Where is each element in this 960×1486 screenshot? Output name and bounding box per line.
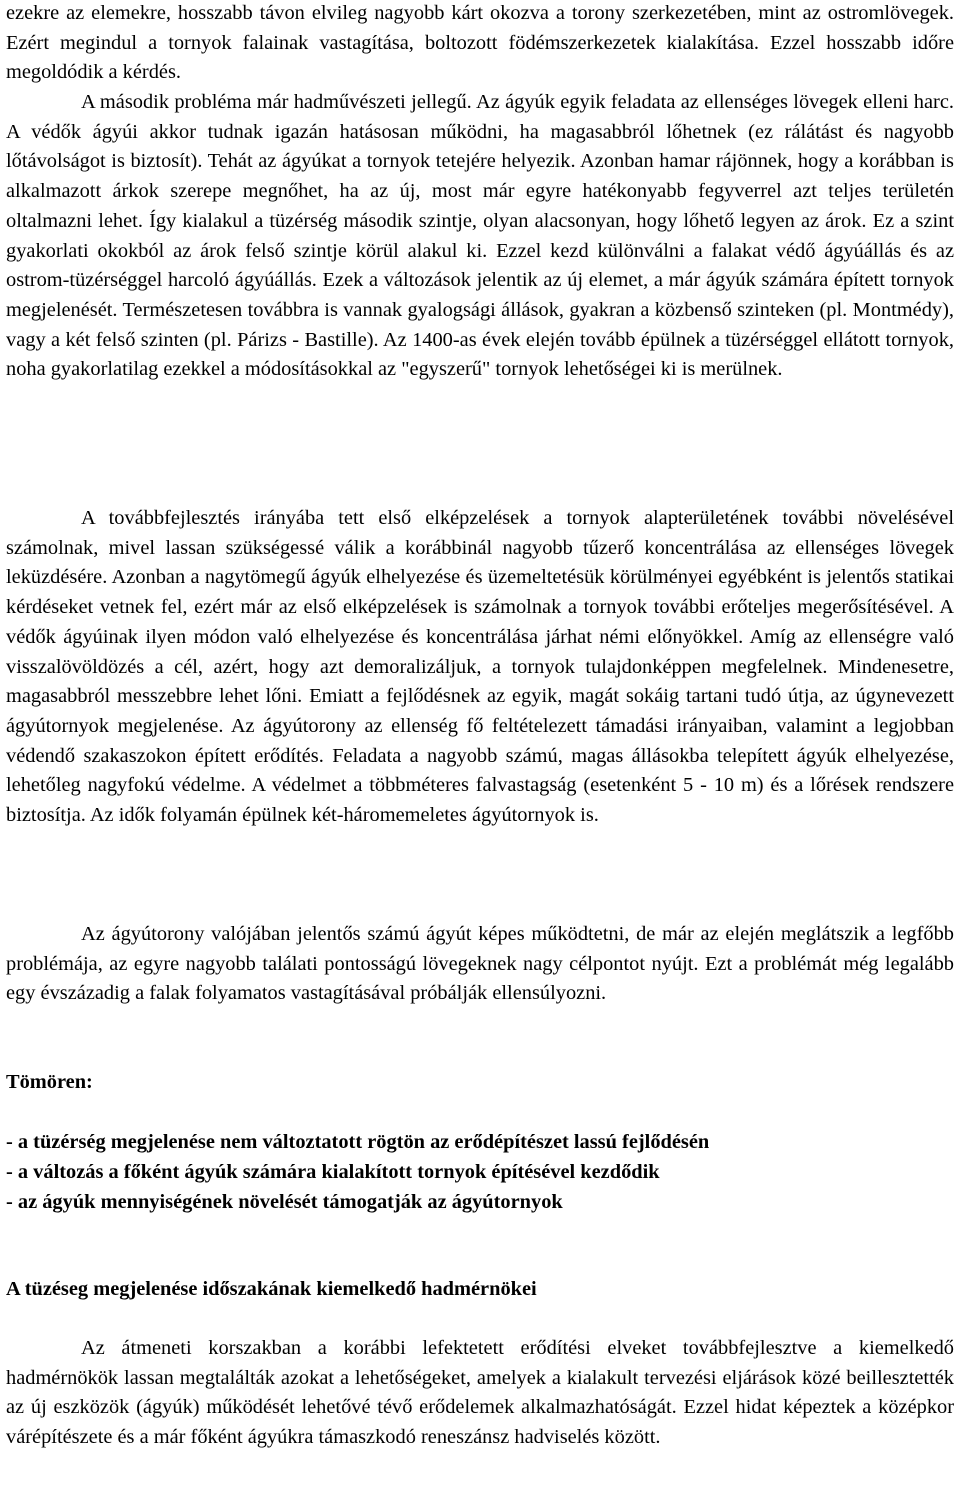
summary-item: - az ágyúk mennyiségének növelését támogatják az ágyútornyok	[6, 1191, 563, 1213]
paragraph-tower-walls: ezekre az elemekre, hosszabb távon elvileg nagyobb kárt okozva a torony szerkezetében, mint az ostromlövegek. Ezért megindul a tornyok falainak vastagítása, boltozott födémszerkezetek kialakítása. Ezzel hosszabb időre megoldódik a kérdés.	[6, 2, 954, 84]
paragraph-second-problem: A második probléma már hadművészeti jellegű. Az ágyúk egyik feladata az ellenséges lövegek elleni harc. A védők ágyúi akkor tudnak igazán hatásosan működni, ha magasabbról lőhetnek (ez rálátást és nagyobb lőtávolságot is biztosít). Tehát az ágyúkat a tornyok tetejére helyezik. Azonban hamar rájönnek, hogy a korábban is alkalmazott árkok szerepe megnőhet, ha az új, most már egyre hatékonyabb fegyverrel azt teljes területén oltalmazni lehet. Így kialakul a tüzérség második szintje, olyan alacsonyan, hogy lőhető legyen az árok. Ez a szint gyakorlati okokból az árok felső szintje körül alakul ki. Ezzel kezd különválni a falakat védő ágyúállás és az ostrom-tüzérséggel harcoló ágyúállás. Ezek a változások jelentik az új elemet, a már ágyúk számára épített tornyok megjelenését. Természetesen továbbra is vannak gyalogsági állások, gyakran a közbenső szinteken (pl. Montmédy), vagy a két felső szinten (pl. Párizs - Bastille). Az 1400-as évek elején tovább épülnek a tüzérséggel ellátott tornyok, noha gyakorlatilag ezekkel a módosításokkal az "egyszerű" tornyok lehetőségei ki is merülnek.	[6, 91, 954, 381]
summary-heading: Tömören:	[6, 1071, 93, 1093]
summary-list	[6, 1127, 954, 1217]
paragraph-engineers: Az átmeneti korszakban a korábbi lefektetett erődítési elveket továbbfejlesztve a kiemelkedő hadmérnökök lassan megtalálták azokat a lehetőségeket, amelyek a kialakult tervezési eljárások közé beillesztették az új eszközök (ágyúk) működését lehetővé tévő erődelemek alkalmazhatóságát. Ezzel hidat képeztek a középkor várépítészete és a már főként ágyúkra támaszkodó reneszánsz hadviselés között.	[6, 1337, 954, 1449]
paragraph-further-development: A továbbfejlesztés irányába tett első elképzelések a tornyok alapterületének további növelésével számolnak, mivel lassan szükségessé válik a korábbinál nagyobb tűzerő koncentrálása az ellenséges lövegek leküzdésére. Azonban a nagytömegű ágyúk elhelyezése és üzemeltetésük körülményei egyébként is jelentős statikai kérdéseket vetnek fel, ezért már az első elképzelések is számolnak a tornyok további erőteljes megerősítésével. A védők ágyúinak ilyen módon való elhelyezése és koncentrálása járhat némi előnyökkel. Amíg az ellenségre való visszalövöldözés a cél, azért, hogy azt demoralizáljuk, a tornyok tulajdonképpen megfelelnek. Mindenesetre, magasabbról messzebbre lehet lőni. Emiatt a fejlődésnek az egyik, magát sokáig tartani tudó útja, az úgynevezett ágyútornyok megjelenése. Az ágyútorony az ellenség fő feltételezett támadási irányaiban, valamint a legjobban védendő szakaszokon épített erődítés. Feladata a nagyobb számú, magas állásokba telepített ágyúk elhelyezése, lehetőleg nagyfokú védelme. A védelmet a többméteres falvastagság (esetenként 5 - 10 m) és a lőrések rendszere biztosítja. Az idők folyamán épülnek két-háromemeletes ágyútornyok is.	[6, 507, 954, 827]
summary-item: - a változás a főként ágyúk számára kialakított tornyok építésével kezdődik	[6, 1161, 660, 1183]
paragraph-gun-tower: Az ágyútorony valójában jelentős számú ágyút képes működtetni, de már az elején meglátszik a legfőbb problémája, az egyre nagyobb találati pontosságú lövegeknek nagy célpontot nyújt. Ezt a problémát még legalább egy évszázadig a falak folyamatos vastagításával próbálják ellensúlyozni.	[6, 923, 954, 1005]
summary-item: - a tüzérség megjelenése nem változtatott rögtön az erődépítészet lassú fejlődésén	[6, 1131, 710, 1153]
section-heading: A tüzéseg megjelenése időszakának kiemelkedő hadmérnökei	[6, 1278, 537, 1300]
